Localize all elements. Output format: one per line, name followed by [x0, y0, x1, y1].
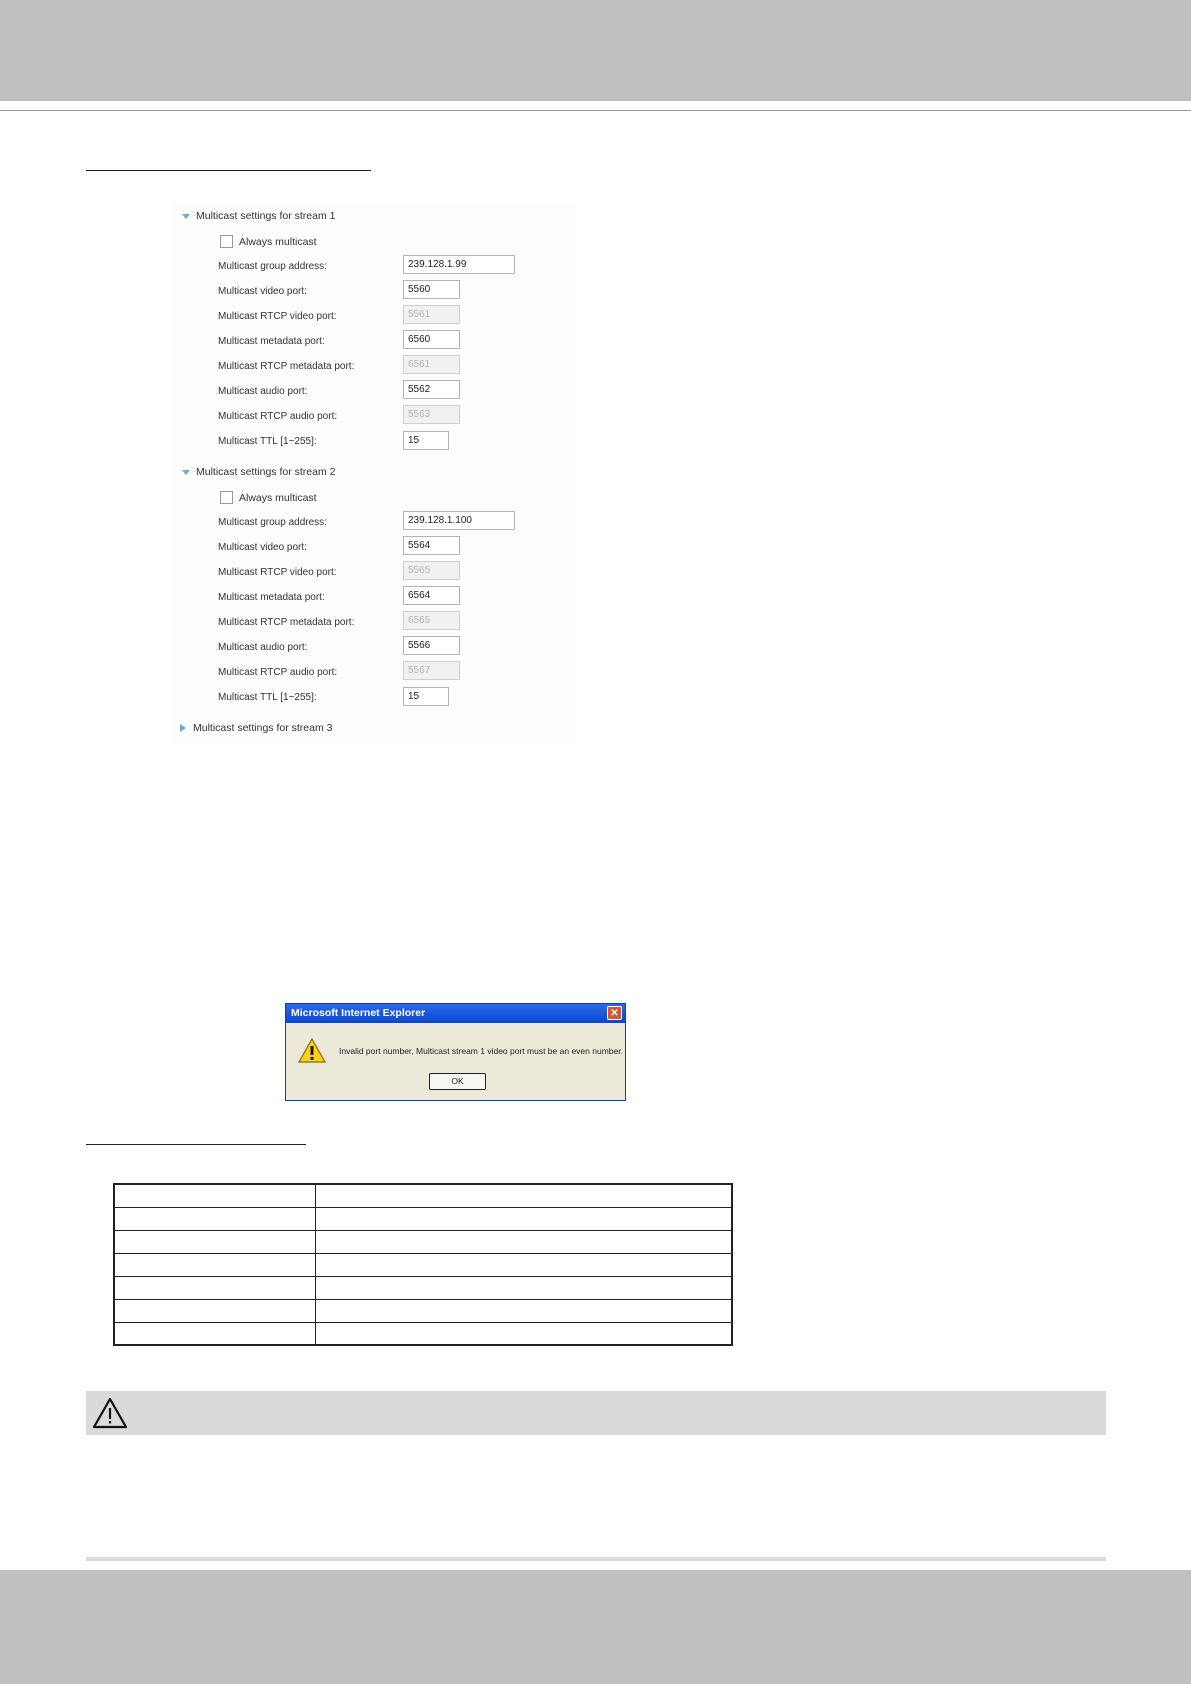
stream2-always-multicast-checkbox[interactable]	[220, 491, 233, 504]
stream2-ttl-input[interactable]: 15	[403, 687, 449, 706]
stream3-expander[interactable]	[180, 722, 332, 734]
field-label: Multicast audio port:	[218, 386, 308, 397]
stream2-expander[interactable]	[182, 466, 335, 478]
stream1-header-label: Multicast settings for stream 1	[196, 210, 336, 222]
footer-divider	[86, 1557, 1106, 1561]
data-table	[113, 1183, 733, 1346]
stream2-audio-port-input[interactable]: 5566	[403, 636, 460, 655]
table-row	[114, 1184, 732, 1207]
stream2-rtcp-metadata-port-input: 6565	[403, 611, 460, 630]
dialog-message: Invalid port number, Multicast stream 1 video port must be an even number.	[339, 1046, 623, 1056]
stream2-group-address-input[interactable]: 239.128.1.100	[403, 511, 515, 530]
stream2-header-label: Multicast settings for stream 2	[196, 466, 336, 478]
expanded-triangle-icon	[182, 470, 190, 475]
field-label: Multicast TTL [1~255]:	[218, 692, 317, 703]
page-header-bar	[0, 0, 1191, 101]
collapsed-triangle-icon	[180, 724, 186, 732]
stream1-always-multicast-row[interactable]	[220, 235, 317, 248]
caution-bar	[86, 1391, 1106, 1435]
stream2-rtcp-video-port-input: 5565	[403, 561, 460, 580]
header-divider	[0, 110, 1191, 111]
stream1-rtcp-audio-port-input: 5563	[403, 405, 460, 424]
stream2-video-port-input[interactable]: 5564	[403, 536, 460, 555]
always-multicast-label: Always multicast	[239, 491, 317, 504]
table-row	[114, 1276, 732, 1299]
table-row	[114, 1207, 732, 1230]
dialog-title: Microsoft Internet Explorer	[291, 1007, 426, 1019]
ok-button[interactable]: OK	[429, 1073, 486, 1090]
field-label: Multicast RTCP audio port:	[218, 667, 338, 678]
stream1-audio-port-input[interactable]: 5562	[403, 380, 460, 399]
field-label: Multicast RTCP video port:	[218, 311, 337, 322]
field-label: Multicast RTCP audio port:	[218, 411, 338, 422]
table-row	[114, 1322, 732, 1345]
table-row	[114, 1299, 732, 1322]
field-label: Multicast group address:	[218, 261, 327, 272]
always-multicast-label: Always multicast	[239, 235, 317, 248]
stream1-rtcp-video-port-input: 5561	[403, 305, 460, 324]
stream2-metadata-port-input[interactable]: 6564	[403, 586, 460, 605]
stream1-group-address-input[interactable]: 239.128.1.99	[403, 255, 515, 274]
ie-alert-dialog	[285, 1003, 626, 1101]
field-label: Multicast metadata port:	[218, 592, 325, 603]
field-label: Multicast video port:	[218, 286, 307, 297]
dialog-titlebar	[286, 1004, 625, 1023]
section-heading-underline	[86, 170, 371, 171]
caution-triangle-icon	[91, 1396, 129, 1430]
field-label: Multicast audio port:	[218, 642, 308, 653]
stream3-header-label: Multicast settings for stream 3	[193, 722, 333, 734]
field-label: Multicast RTCP metadata port:	[218, 361, 355, 372]
stream1-ttl-input[interactable]: 15	[403, 431, 449, 450]
field-label: Multicast RTCP metadata port:	[218, 617, 355, 628]
stream2-rtcp-audio-port-input: 5567	[403, 661, 460, 680]
warning-triangle-icon	[297, 1037, 327, 1064]
table-row	[114, 1253, 732, 1276]
stream1-video-port-input[interactable]: 5560	[403, 280, 460, 299]
field-label: Multicast metadata port:	[218, 336, 325, 347]
field-label: Multicast RTCP video port:	[218, 567, 337, 578]
table-row	[114, 1230, 732, 1253]
field-label: Multicast group address:	[218, 517, 327, 528]
stream1-expander[interactable]	[182, 210, 335, 222]
page-footer-bar	[0, 1570, 1191, 1684]
field-label: Multicast TTL [1~255]:	[218, 436, 317, 447]
stream1-metadata-port-input[interactable]: 6560	[403, 330, 460, 349]
field-label: Multicast video port:	[218, 542, 307, 553]
section-heading-underline	[86, 1144, 306, 1145]
stream1-rtcp-metadata-port-input: 6561	[403, 355, 460, 374]
close-icon[interactable]: ✕	[607, 1006, 622, 1020]
stream2-always-multicast-row[interactable]	[220, 491, 317, 504]
multicast-settings-panel	[172, 205, 577, 745]
expanded-triangle-icon	[182, 214, 190, 219]
stream1-always-multicast-checkbox[interactable]	[220, 235, 233, 248]
